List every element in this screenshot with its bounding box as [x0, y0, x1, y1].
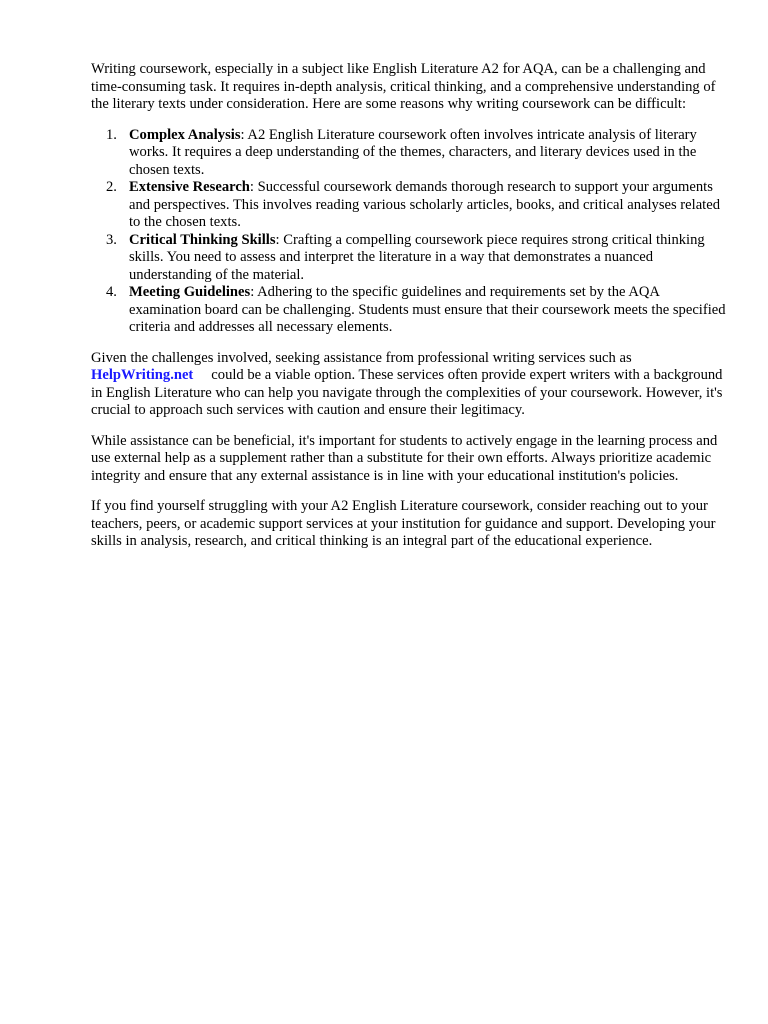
intro-paragraph: Writing coursework, especially in a subject like English Literature A2 for AQA, can be a challenging and time-consuming task. It requires in-depth analysis, critical thinking, and a comprehensive understanding of the literary texts under consideration. Here are some reasons why writing coursework can be difficult:: [91, 61, 716, 112]
closing-paragraph: If you find yourself struggling with your A2 English Literature coursework, consider reaching out to your teachers, peers, or academic support services at your institution for guidance and support. Developing your skills in analysis, research, and critical thinking is an integral part of the educational experience.: [91, 498, 716, 549]
list-item-title: Critical Thinking Skills: [129, 231, 276, 248]
list-item: [91, 284, 727, 337]
list-item-number: 3.: [106, 231, 117, 248]
helpwriting-link[interactable]: HelpWriting.net: [91, 367, 194, 383]
services-paragraph: [91, 350, 727, 420]
list-item-colon: :: [250, 284, 255, 300]
list-item-number: 4.: [106, 284, 117, 300]
list-item-title: Extensive Research: [129, 179, 250, 195]
document-page: [91, 61, 727, 564]
list-item: [91, 127, 727, 180]
list-item-colon: :: [275, 231, 280, 248]
services-paragraph-rest: could be a viable option. These services often provide expert writers with a background in English Literature who can help you navigate through the complexities of your coursework. However, it's crucial to approach such services with caution and ensure their legitimacy.: [91, 367, 723, 418]
list-item: [91, 179, 727, 232]
services-paragraph-lead: Given the challenges involved, seeking assistance from professional writing services such as: [91, 349, 632, 366]
list-item-text: Crafting a compelling coursework piece requires strong critical thinking skills. You need to assess and interpret the literature in a way that demonstrates a nuanced understanding of the material.: [129, 231, 705, 283]
list-item-colon: :: [249, 179, 254, 195]
reasons-list: [91, 127, 727, 337]
list-item-title: Complex Analysis: [129, 126, 241, 143]
list-item-title: Meeting Guidelines: [129, 284, 251, 300]
list-item-colon: :: [240, 126, 245, 143]
list-item-text: Adhering to the specific guidelines and requirements set by the AQA examination board can be challenging. Students must ensure that their coursework meets the specified criteria and addresses all necessary elements.: [129, 284, 726, 335]
list-item-number: 2.: [106, 179, 117, 195]
list-item-text: Successful coursework demands thorough research to support your arguments and perspectives. This involves reading various scholarly articles, books, and critical analyses related to the chosen texts.: [129, 179, 720, 230]
list-item: [91, 232, 727, 285]
list-item-number: 1.: [106, 126, 117, 143]
integrity-paragraph: While assistance can be beneficial, it's important for students to actively engage in the learning process and use external help as a supplement rather than a substitute for their own efforts. Always prioritize academic integrity and ensure that any external assistance is in line with your educational institution's policies.: [91, 432, 718, 484]
list-item-text: A2 English Literature coursework often involves intricate analysis of literary works. It requires a deep understanding of the themes, characters, and literary devices used in the chosen texts.: [129, 126, 697, 178]
